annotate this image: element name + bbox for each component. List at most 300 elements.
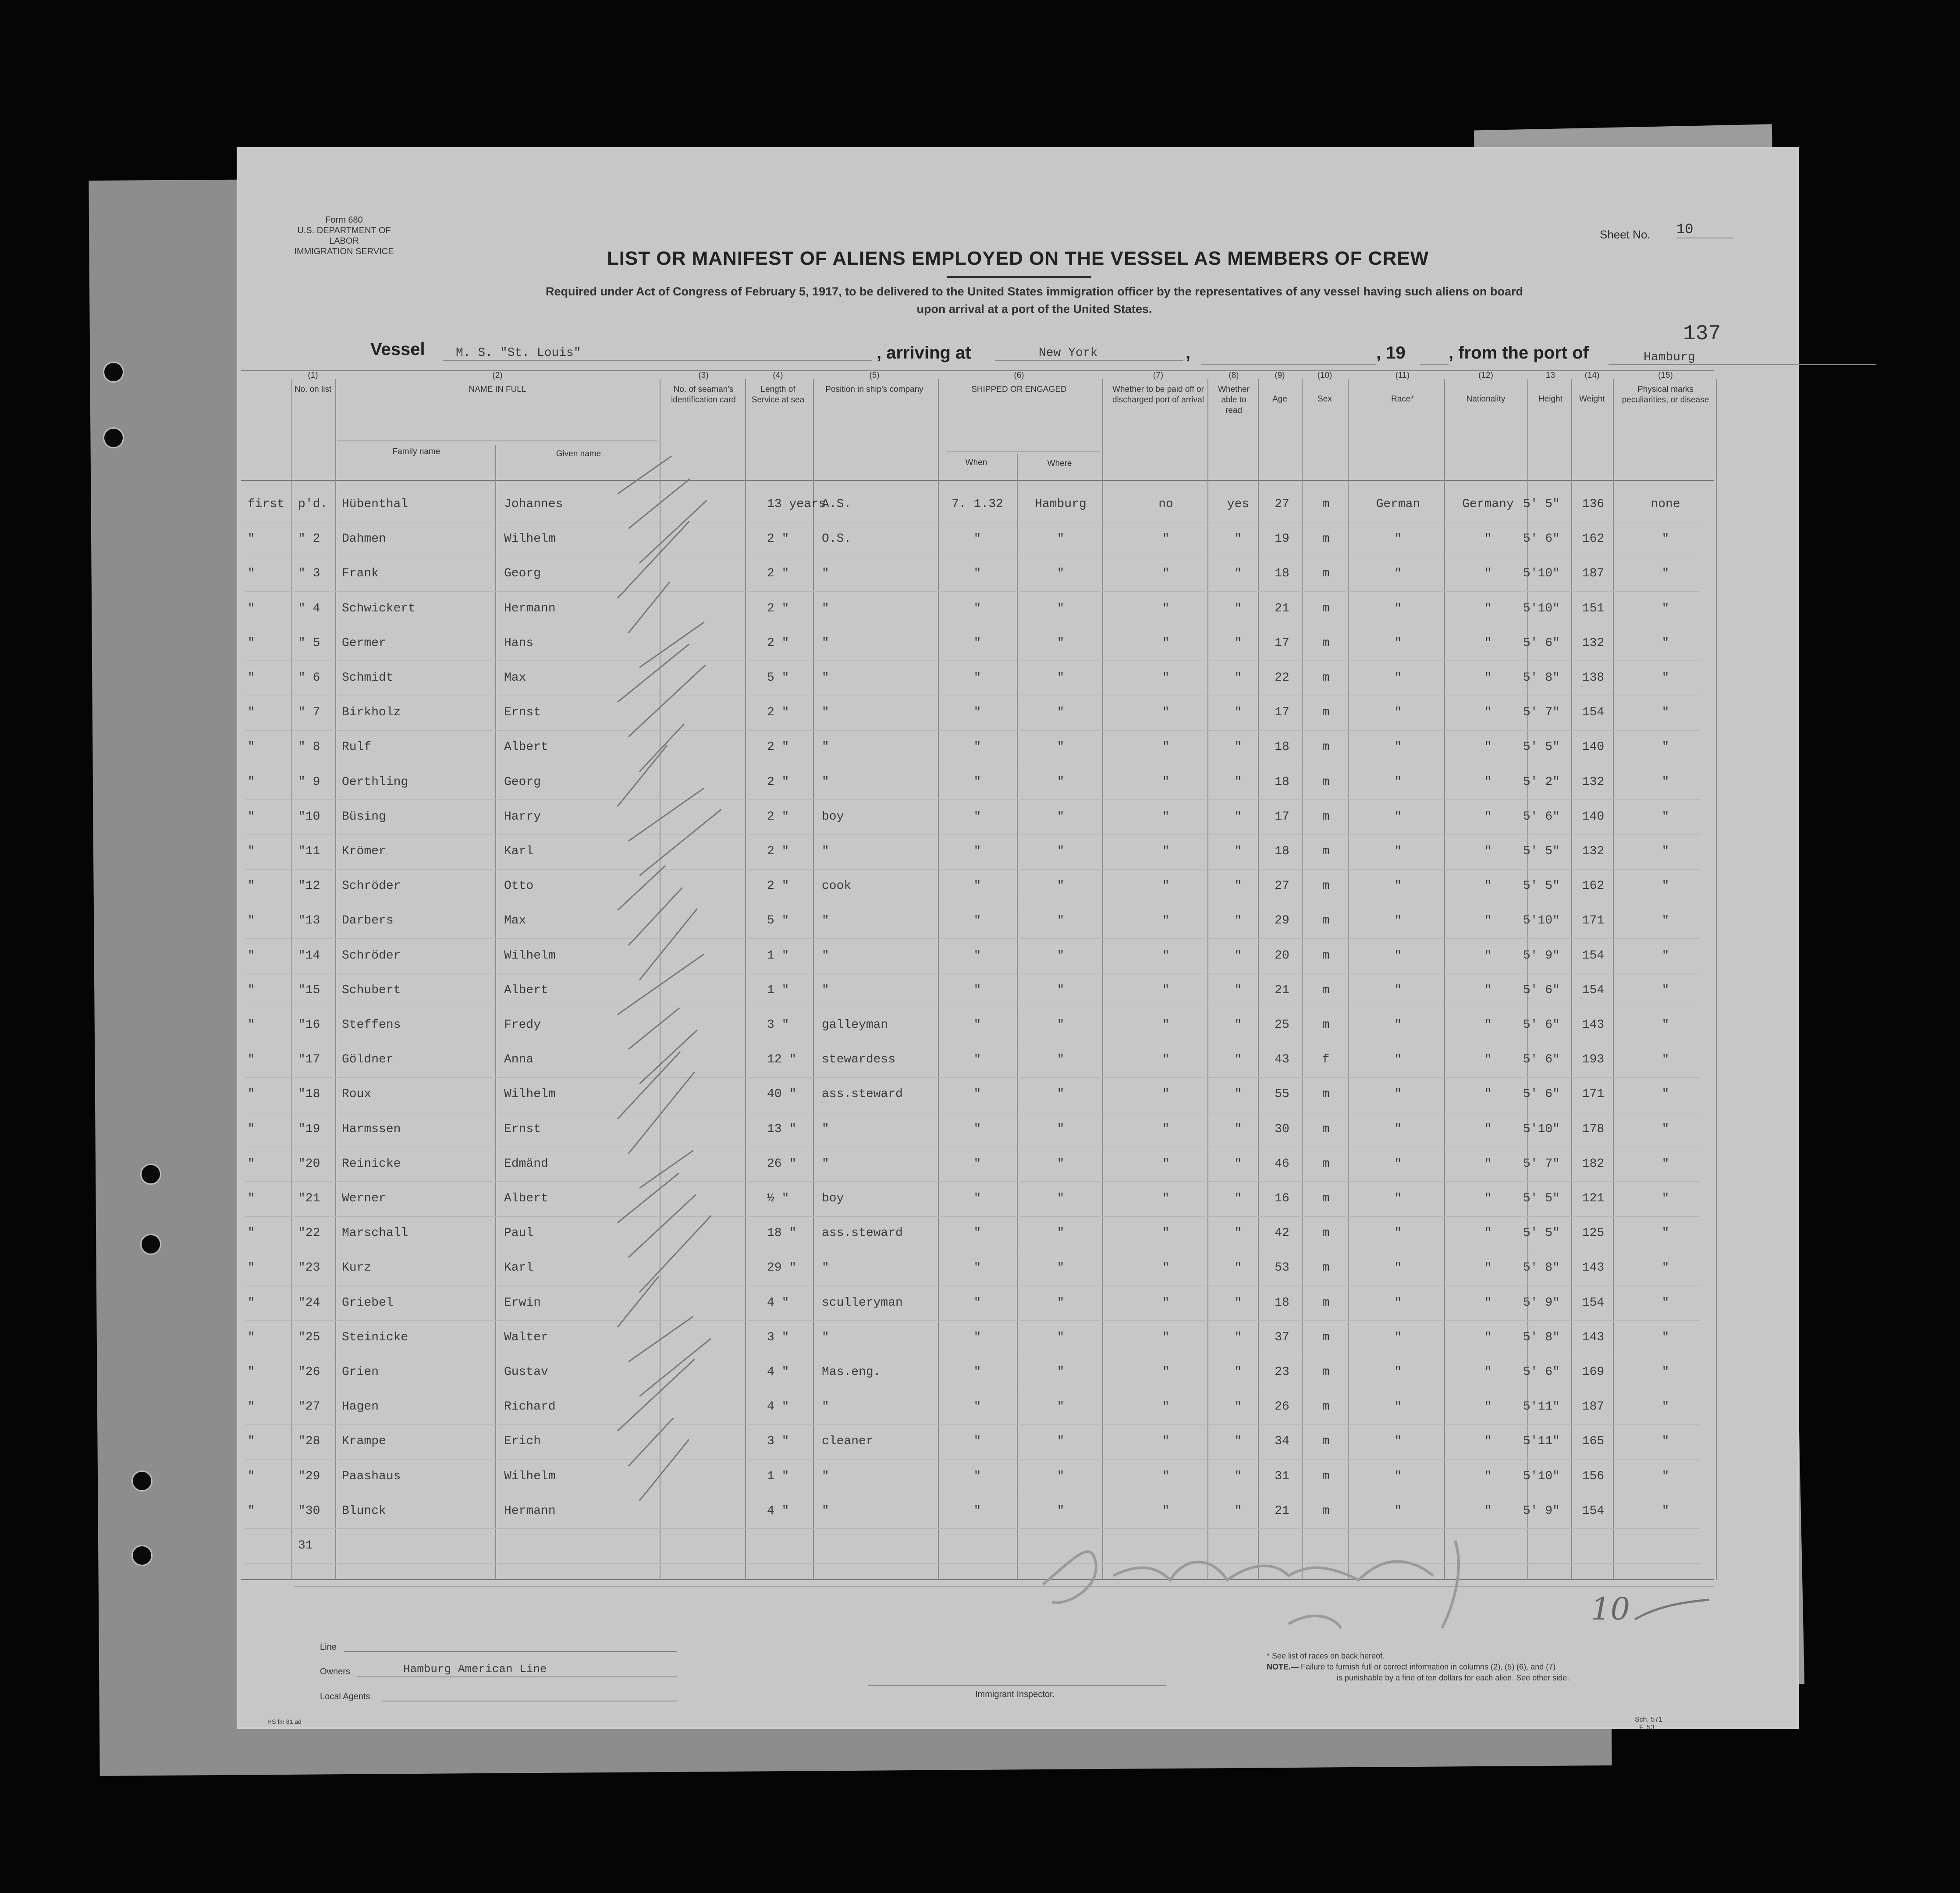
paid-off: " (1162, 706, 1170, 720)
row-number: "29 (298, 1469, 320, 1483)
shipped-when: " (973, 1296, 981, 1310)
able-to-read: " (1234, 1435, 1242, 1449)
race: " (1394, 810, 1402, 824)
row-number: "15 (298, 983, 320, 997)
column-header-id-card: (3) No. of seaman's identification card (671, 371, 736, 405)
row-number: "18 (298, 1087, 320, 1101)
weight: 162 (1582, 879, 1605, 893)
paid-off: " (1162, 1087, 1170, 1101)
age: 55 (1275, 1087, 1289, 1101)
weight: 187 (1582, 567, 1605, 581)
shipped-when: " (973, 1157, 981, 1171)
handwritten-count: 10 (1591, 1591, 1630, 1627)
service-length: 2 " (767, 601, 789, 615)
height: 5' 7" (1523, 1157, 1560, 1171)
shipped-when: " (973, 740, 981, 754)
column-subheader-when: When (965, 458, 987, 467)
able-to-read: " (1234, 1400, 1242, 1414)
physical-marks: " (1662, 1469, 1669, 1483)
physical-marks: " (1662, 1435, 1669, 1449)
nationality: " (1484, 1261, 1492, 1275)
shipped-where: " (1057, 879, 1065, 893)
able-to-read: " (1234, 1157, 1242, 1171)
shipped-where: " (1057, 1053, 1065, 1067)
row-number: " 8 (298, 740, 320, 754)
column-subheader-given: Given name (556, 449, 601, 458)
age: 23 (1275, 1365, 1289, 1379)
age: 20 (1275, 948, 1289, 962)
family-name: Darbers (342, 914, 394, 928)
sex: m (1322, 1157, 1330, 1171)
physical-marks: " (1662, 983, 1669, 997)
date-line (1201, 364, 1376, 365)
row-prefix: " (248, 914, 255, 928)
nationality: " (1484, 1400, 1492, 1414)
race: " (1394, 879, 1402, 893)
sex: m (1322, 1122, 1330, 1136)
able-to-read: " (1234, 983, 1242, 997)
shipped-where: " (1057, 567, 1065, 581)
service-length: 2 " (767, 532, 789, 546)
family-name: Dahmen (342, 532, 386, 546)
race: " (1394, 671, 1402, 685)
family-name: Blunck (342, 1504, 386, 1518)
height: 5' 8" (1523, 1330, 1560, 1344)
physical-marks: " (1662, 740, 1669, 754)
row-number: " 4 (298, 601, 320, 615)
physical-marks: " (1662, 879, 1669, 893)
punch-hole (140, 1164, 161, 1185)
position: " (822, 1261, 829, 1275)
height: 5' 5" (1523, 1226, 1560, 1240)
row-prefix: " (248, 532, 255, 546)
position: boy (822, 1192, 844, 1205)
physical-marks: " (1662, 1087, 1669, 1101)
race: " (1394, 1053, 1402, 1067)
family-name: Werner (342, 1192, 386, 1205)
family-name: Frank (342, 567, 379, 581)
row-prefix: " (248, 1296, 255, 1310)
family-name: Grien (342, 1365, 379, 1379)
height: 5' 8" (1523, 671, 1560, 685)
physical-marks: " (1662, 775, 1669, 789)
physical-marks: " (1662, 1018, 1669, 1032)
position: " (822, 775, 829, 789)
shipped-when: " (973, 1226, 981, 1240)
row-number: "27 (298, 1400, 320, 1414)
family-name: Hübenthal (342, 497, 408, 511)
family-name: Schwickert (342, 601, 416, 615)
from-port: Hamburg (1608, 351, 1876, 365)
nationality: " (1484, 810, 1492, 824)
given-name: Albert (504, 740, 548, 754)
able-to-read: " (1234, 1192, 1242, 1205)
page-number: 137 (1683, 322, 1721, 346)
height: 5'10" (1523, 1469, 1560, 1483)
paid-off: " (1162, 1330, 1170, 1344)
position: " (822, 1469, 829, 1483)
printer-mark: HS fm 81 ad (267, 1718, 302, 1725)
physical-marks: " (1662, 1157, 1669, 1171)
shipped-when: " (973, 1435, 981, 1449)
physical-marks: " (1662, 1330, 1669, 1344)
given-name: Hermann (504, 601, 556, 615)
row-number: "21 (298, 1192, 320, 1205)
shipped-where: " (1057, 532, 1065, 546)
shipped-where: " (1057, 810, 1065, 824)
weight: 162 (1582, 532, 1605, 546)
row-rule (245, 1077, 1701, 1078)
physical-marks: " (1662, 1296, 1669, 1310)
given-name: Richard (504, 1400, 556, 1414)
paid-off: " (1162, 1504, 1170, 1518)
sex: m (1322, 601, 1330, 615)
given-name: Johannes (504, 497, 563, 511)
row-number: 31 (298, 1539, 313, 1552)
footer-line-label: Line (320, 1642, 337, 1652)
row-prefix: " (248, 1053, 255, 1067)
nationality: " (1484, 740, 1492, 754)
height: 5' 6" (1523, 810, 1560, 824)
weight: 143 (1582, 1261, 1605, 1275)
physical-marks: " (1662, 914, 1669, 928)
row-prefix: " (248, 879, 255, 893)
service-length: 1 " (767, 983, 789, 997)
sex: m (1322, 879, 1330, 893)
physical-marks: " (1662, 1226, 1669, 1240)
row-number: "26 (298, 1365, 320, 1379)
family-name: Marschall (342, 1226, 408, 1240)
punch-hole (131, 1470, 153, 1492)
title-rule (947, 276, 1091, 278)
shipped-when: 7. 1.32 (952, 497, 1003, 511)
from-label: , from the port of (1449, 343, 1589, 362)
column-header-position: (5) Position in ship's company (825, 371, 923, 394)
given-name: Hermann (504, 1504, 556, 1518)
race: " (1394, 567, 1402, 581)
race: " (1394, 845, 1402, 858)
vessel-name: M. S. "St. Louis" (443, 346, 872, 361)
row-prefix: " (248, 1157, 255, 1171)
service-length: 29 " (767, 1261, 797, 1275)
sex: m (1322, 497, 1330, 511)
race: " (1394, 532, 1402, 546)
weight: 187 (1582, 1400, 1605, 1414)
age: 43 (1275, 1053, 1289, 1067)
able-to-read: " (1234, 948, 1242, 962)
position: " (822, 983, 829, 997)
row-number: " 6 (298, 671, 320, 685)
sheet-number: 10 (1676, 221, 1733, 238)
physical-marks: " (1662, 1122, 1669, 1136)
row-prefix: " (248, 636, 255, 650)
family-name: Krömer (342, 845, 386, 858)
shipped-when: " (973, 1504, 981, 1518)
footer-agents-label: Local Agents (320, 1692, 370, 1701)
family-name: Harmssen (342, 1122, 401, 1136)
service-length: 2 " (767, 775, 789, 789)
nationality: " (1484, 1053, 1492, 1067)
given-name: Harry (504, 810, 541, 824)
row-prefix: " (248, 1192, 255, 1205)
race: " (1394, 1261, 1402, 1275)
sex: m (1322, 740, 1330, 754)
punch-hole (103, 362, 124, 383)
weight: 151 (1582, 601, 1605, 615)
physical-marks: " (1662, 706, 1669, 720)
position: boy (822, 810, 844, 824)
shipped-where: " (1057, 1018, 1065, 1032)
age: 19 (1275, 532, 1289, 546)
sex: m (1322, 1469, 1330, 1483)
paid-off: " (1162, 1400, 1170, 1414)
given-name: Karl (504, 1261, 534, 1275)
shipped-where: " (1057, 1157, 1065, 1171)
row-prefix: " (248, 1261, 255, 1275)
given-name: Max (504, 671, 526, 685)
able-to-read: " (1234, 1469, 1242, 1483)
physical-marks: " (1662, 1192, 1669, 1205)
given-name: Georg (504, 775, 541, 789)
row-prefix: " (248, 810, 255, 824)
paid-off: " (1162, 1157, 1170, 1171)
given-name: Edmänd (504, 1157, 548, 1171)
height: 5' 6" (1523, 983, 1560, 997)
shipped-where: " (1057, 740, 1065, 754)
physical-marks: " (1662, 532, 1669, 546)
family-name: Reinicke (342, 1157, 401, 1171)
sex: m (1322, 671, 1330, 685)
inspector-label: Immigrant Inspector. (975, 1690, 1055, 1699)
age: 37 (1275, 1330, 1289, 1344)
row-rule (245, 834, 1701, 835)
position: " (822, 1504, 829, 1518)
position: cook (822, 879, 852, 893)
nationality: " (1484, 1330, 1492, 1344)
sex: m (1322, 1192, 1330, 1205)
family-name: Oerthling (342, 775, 408, 789)
paid-off: " (1162, 1226, 1170, 1240)
given-name: Erich (504, 1435, 541, 1449)
family-name: Schröder (342, 948, 401, 962)
given-name: Paul (504, 1226, 534, 1240)
given-name: Albert (504, 1192, 548, 1205)
age: 18 (1275, 845, 1289, 858)
age: 30 (1275, 1122, 1289, 1136)
row-rule (245, 591, 1701, 592)
able-to-read: " (1234, 1330, 1242, 1344)
sex: m (1322, 775, 1330, 789)
row-number: "19 (298, 1122, 320, 1136)
able-to-read: " (1234, 532, 1242, 546)
family-name: Schmidt (342, 671, 394, 685)
position: galleyman (822, 1018, 888, 1032)
physical-marks: " (1662, 1365, 1669, 1379)
age: 17 (1275, 636, 1289, 650)
sex: m (1322, 532, 1330, 546)
shipped-where: Hamburg (1035, 497, 1087, 511)
column-header-marks: (15) Physical marks peculiarities, or disease (1622, 371, 1709, 405)
able-to-read: " (1234, 1018, 1242, 1032)
paid-off: " (1162, 1435, 1170, 1449)
service-length: 40 " (767, 1087, 797, 1101)
given-name: Walter (504, 1330, 548, 1344)
family-name: Büsing (342, 810, 386, 824)
check-mark (628, 1071, 695, 1154)
punch-hole (103, 427, 124, 448)
page-title: LIST OR MANIFEST OF ALIENS EMPLOYED ON THE VESSEL AS MEMBERS OF CREW (607, 248, 1429, 269)
weight: 143 (1582, 1018, 1605, 1032)
age: 21 (1275, 983, 1289, 997)
column-header-nationality: (12) Nationality (1466, 371, 1506, 404)
service-length: 12 " (767, 1053, 797, 1067)
row-number: "10 (298, 810, 320, 824)
service-length: 2 " (767, 740, 789, 754)
nationality: " (1484, 601, 1492, 615)
able-to-read: " (1234, 775, 1242, 789)
nationality: " (1484, 1192, 1492, 1205)
shipped-when: " (973, 601, 981, 615)
family-name: Paashaus (342, 1469, 401, 1483)
race: " (1394, 948, 1402, 962)
position: sculleryman (822, 1296, 903, 1310)
row-prefix: " (248, 1400, 255, 1414)
shipped-when: " (973, 1261, 981, 1275)
row-number: "12 (298, 879, 320, 893)
column-subheader-family: Family name (392, 447, 440, 456)
paid-off: " (1162, 1469, 1170, 1483)
row-prefix: " (248, 1122, 255, 1136)
position: " (822, 914, 829, 928)
able-to-read: " (1234, 636, 1242, 650)
shipped-when: " (973, 914, 981, 928)
family-name: Rulf (342, 740, 372, 754)
height: 5' 6" (1523, 1053, 1560, 1067)
shipped-where: " (1057, 601, 1065, 615)
position: " (822, 740, 829, 754)
nationality: " (1484, 1018, 1492, 1032)
position: O.S. (822, 532, 852, 546)
paid-off: " (1162, 810, 1170, 824)
height: 5' 5" (1523, 879, 1560, 893)
row-number: "22 (298, 1226, 320, 1240)
height: 5' 6" (1523, 636, 1560, 650)
shipped-where: " (1057, 1226, 1065, 1240)
paid-off: " (1162, 1122, 1170, 1136)
height: 5'11" (1523, 1400, 1560, 1414)
race: " (1394, 601, 1402, 615)
sex: m (1322, 1435, 1330, 1449)
able-to-read: " (1234, 845, 1242, 858)
position: stewardess (822, 1053, 896, 1067)
fine-note-2: is punishable by a fine of ten dollars for each alien. See other side. (1337, 1673, 1569, 1682)
given-name: Wilhelm (504, 532, 556, 546)
paid-off: " (1162, 914, 1170, 928)
sex: m (1322, 567, 1330, 581)
age: 21 (1275, 1504, 1289, 1518)
age: 27 (1275, 879, 1289, 893)
given-name: Karl (504, 845, 534, 858)
row-rule (245, 1459, 1701, 1460)
row-prefix: " (248, 1018, 255, 1032)
weight: 193 (1582, 1053, 1605, 1067)
shipped-where: " (1057, 706, 1065, 720)
service-length: 2 " (767, 879, 789, 893)
shipped-where: " (1057, 845, 1065, 858)
position: " (822, 1330, 829, 1344)
able-to-read: " (1234, 1261, 1242, 1275)
owners-value: Hamburg American Line (403, 1662, 547, 1676)
service-length: 4 " (767, 1365, 789, 1379)
race: " (1394, 1435, 1402, 1449)
service-length: 2 " (767, 567, 789, 581)
age: 29 (1275, 914, 1289, 928)
able-to-read: " (1234, 1122, 1242, 1136)
able-to-read: " (1234, 567, 1242, 581)
race: " (1394, 1226, 1402, 1240)
age: 22 (1275, 671, 1289, 685)
service-length: 26 " (767, 1157, 797, 1171)
service-length: 5 " (767, 671, 789, 685)
row-prefix: " (248, 948, 255, 962)
weight: 182 (1582, 1157, 1605, 1171)
shipped-when: " (973, 1400, 981, 1414)
row-number: "24 (298, 1296, 320, 1310)
given-name: Anna (504, 1053, 534, 1067)
race: " (1394, 1330, 1402, 1344)
age: 25 (1275, 1018, 1289, 1032)
given-name: Hans (504, 636, 534, 650)
page-subtitle: Required under Act of Congress of February 5, 1917, to be delivered to the United States immigration officer by the representatives of any vessel having such aliens on board upon arrival at a port of the United States. (545, 285, 1523, 316)
able-to-read: " (1234, 1296, 1242, 1310)
height: 5' 6" (1523, 1087, 1560, 1101)
position: " (822, 706, 829, 720)
shipped-where: " (1057, 1400, 1065, 1414)
shipped-where: " (1057, 1330, 1065, 1344)
row-number: "16 (298, 1018, 320, 1032)
position: ass.steward (822, 1226, 903, 1240)
age: 46 (1275, 1157, 1289, 1171)
row-rule (245, 869, 1701, 870)
family-name: Birkholz (342, 706, 401, 720)
shipped-when: " (973, 845, 981, 858)
family-name: Hagen (342, 1400, 379, 1414)
row-rule (245, 1424, 1701, 1425)
row-number: "28 (298, 1435, 320, 1449)
height: 5' 6" (1523, 532, 1560, 546)
weight: 171 (1582, 1087, 1605, 1101)
shipped-when: " (973, 706, 981, 720)
row-number: "11 (298, 845, 320, 858)
physical-marks: " (1662, 636, 1669, 650)
race: " (1394, 983, 1402, 997)
able-to-read: " (1234, 1053, 1242, 1067)
paid-off: " (1162, 1053, 1170, 1067)
paid-off: " (1162, 983, 1170, 997)
weight: 140 (1582, 740, 1605, 754)
column-header-race: (11) Race* (1391, 371, 1414, 404)
shipped-where: " (1057, 948, 1065, 962)
family-name: Roux (342, 1087, 372, 1101)
vessel-label: Vessel (370, 340, 425, 359)
sex: m (1322, 1226, 1330, 1240)
physical-marks: " (1662, 845, 1669, 858)
nationality: " (1484, 1296, 1492, 1310)
nationality: " (1484, 1504, 1492, 1518)
shipped-where: " (1057, 1122, 1065, 1136)
paid-off: " (1162, 1365, 1170, 1379)
nationality: " (1484, 706, 1492, 720)
